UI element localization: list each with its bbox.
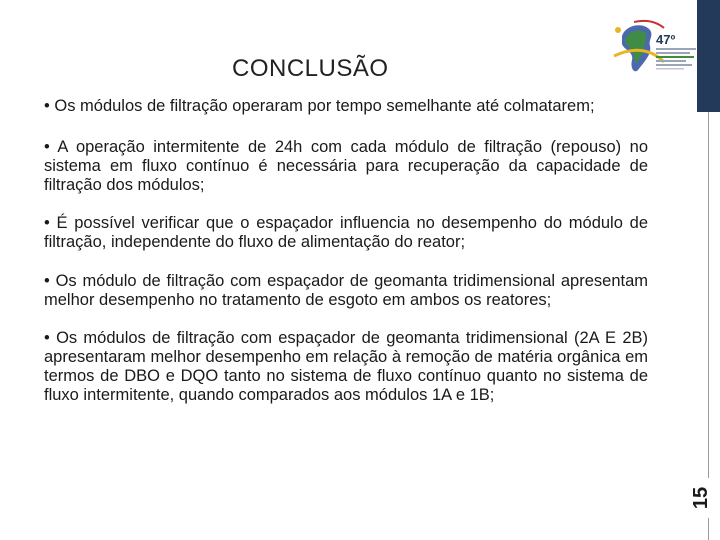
- bullet-item: • É possível verificar que o espaçador influencia no desempenho do módulo de filtração, independente do fluxo de alimentação do reator;: [44, 214, 648, 251]
- bullet-item: • Os módulos de filtração com espaçador de geomanta tridimensional (2A E 2B) apresentaram melhor desempenho em relação à remoção de matéria orgânica em termos de DBO e DQO tanto no sistema de fluxo contínuo quanto no sistema de fluxo intermitente, quando comparados aos módulos 1A e 1B;: [44, 329, 648, 404]
- side-bar-accent: [697, 0, 720, 112]
- logo-edition-number: 47º: [656, 32, 676, 47]
- conclusion-list: [44, 97, 648, 427]
- congress-logo: [604, 16, 700, 78]
- bullet-item: • A operação intermitente de 24h com cada módulo de filtração (repouso) no sistema em fluxo contínuo é necessária para recuperação da capacidade de filtração dos módulos;: [44, 138, 648, 194]
- side-bar-rule: [708, 112, 709, 540]
- page-number: 15: [690, 478, 712, 518]
- slide-title: CONCLUSÃO: [232, 55, 389, 82]
- side-bar: [697, 0, 720, 540]
- bullet-item: • Os módulo de filtração com espaçador de geomanta tridimensional apresentam melhor desempenho no tratamento de esgoto em ambos os reatores;: [44, 272, 648, 309]
- bullet-item: • Os módulos de filtração operaram por tempo semelhante até colmatarem;: [44, 97, 595, 115]
